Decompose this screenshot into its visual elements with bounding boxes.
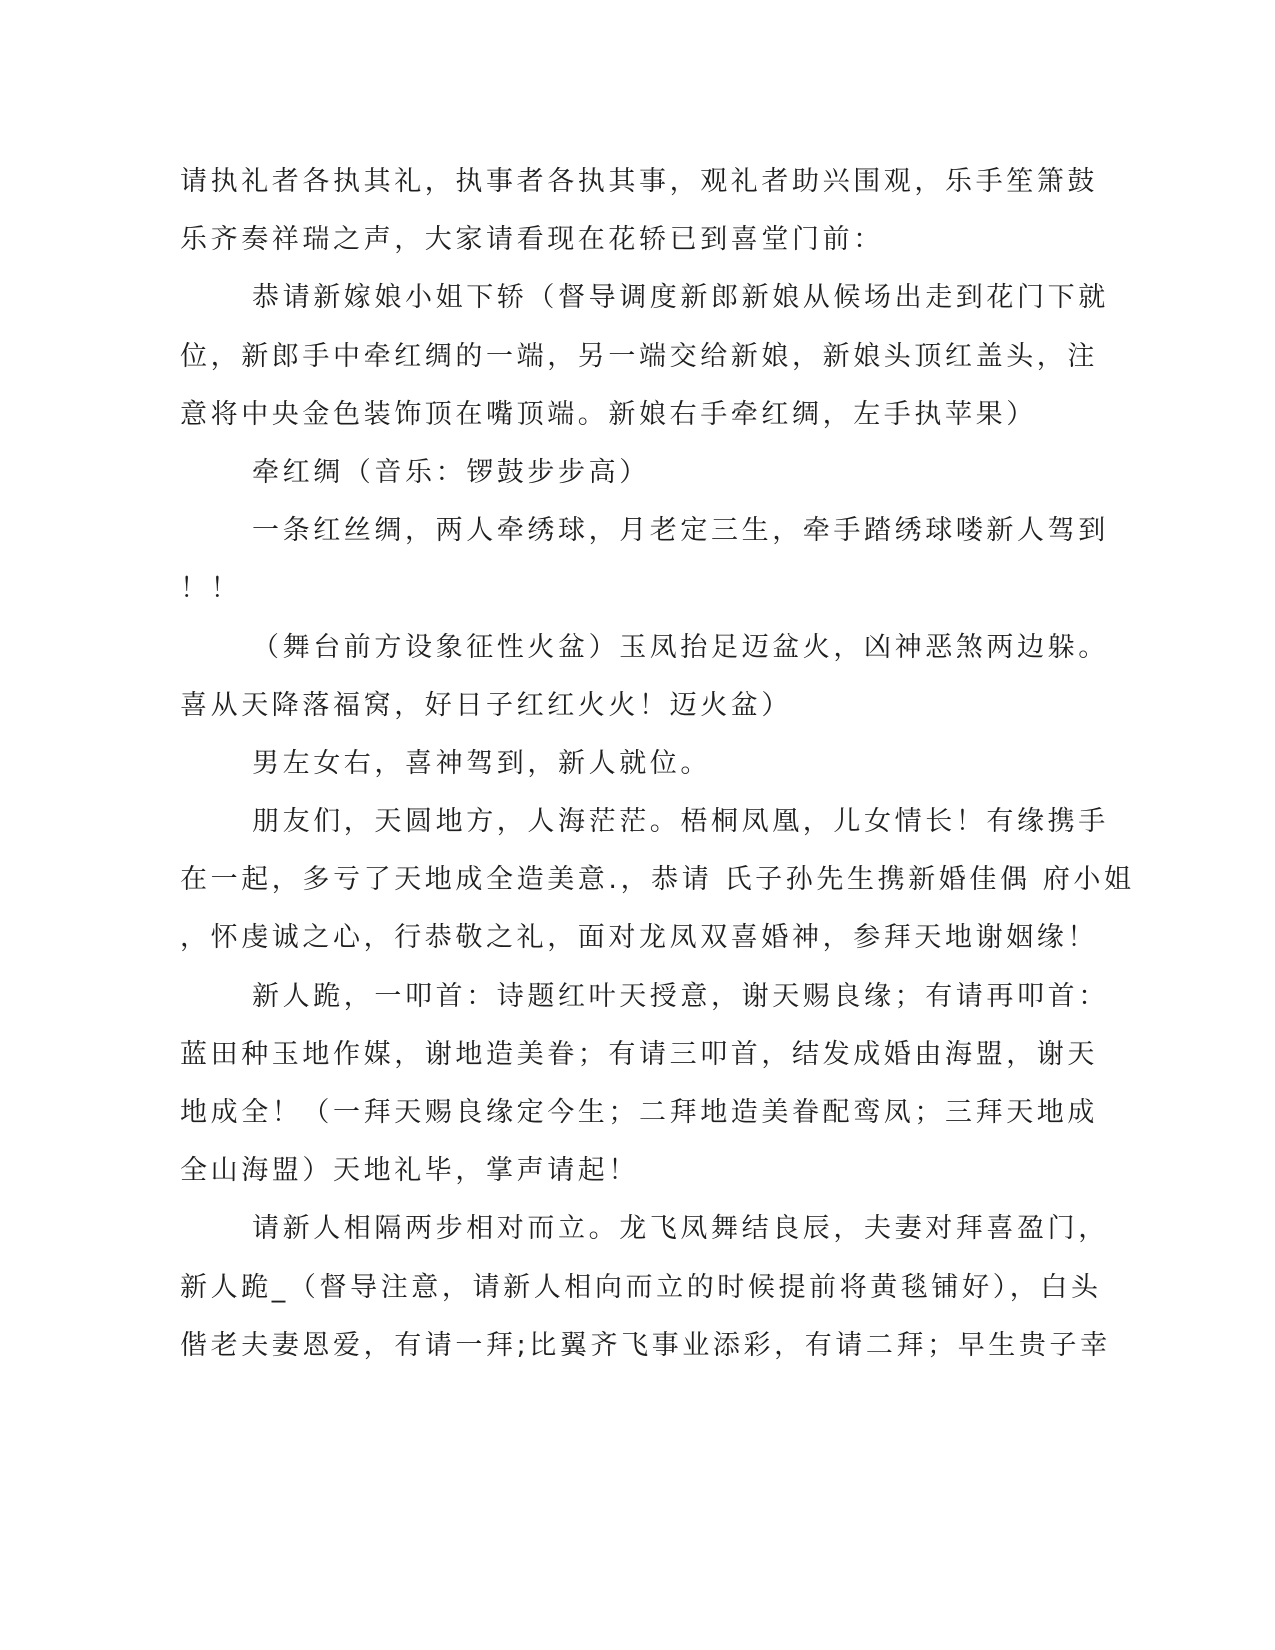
text-line: 男左女右，喜神驾到，新人就位。	[252, 747, 711, 779]
text-line: 朋友们，天圆地方，人海茫茫。梧桐凤凰，儿女情长！有缘携手	[252, 806, 1109, 838]
text-line: 请新人相隔两步相对而立。龙飞凤舞结良辰，夫妻对拜喜盈门，	[252, 1213, 1109, 1245]
text-line: 牵红绸（音乐：锣鼓步步高）	[252, 456, 650, 488]
text-line: 位，新郎手中牵红绸的一端，另一端交给新娘，新娘头顶红盖头，注	[180, 340, 1098, 372]
text-line: 请执礼者各执其礼，执事者各执其事，观礼者助兴围观，乐手笙箫鼓	[180, 166, 1098, 197]
text-line: 恭请新嫁娘小姐下轿（督导调度新郎新娘从候场出走到花门下就	[252, 282, 1109, 314]
text-line: 喜从天降落福窝，好日子红红火火！迈火盆）	[180, 689, 792, 721]
text-line: 偕老夫妻恩爱，有请一拜;比翼齐飞事业添彩，有请二拜；早生贵子幸	[180, 1329, 1111, 1361]
document-body	[180, 153, 1135, 1375]
text-line: 意将中央金色装饰顶在嘴顶端。新娘右手牵红绸，左手执苹果）	[180, 398, 1037, 430]
text-line: 在一起，多亏了天地成全造美意.，恭请 氏子孙先生携新婚佳偶 府小姐	[180, 864, 1135, 896]
text-line: 全山海盟）天地礼毕，掌声请起！	[180, 1155, 639, 1187]
text-line: 新人跪_（督导注意，请新人相向而立的时候提前将黄毯铺好），白头	[180, 1271, 1102, 1303]
text-line: ，怀虔诚之心，行恭敬之礼，面对龙凤双喜婚神，参拜天地谢姻缘！	[180, 922, 1098, 954]
text-line: 乐齐奏祥瑞之声，大家请看现在花轿已到喜堂门前：	[180, 224, 884, 256]
text-line: ！！	[180, 573, 242, 605]
text-line: 蓝田种玉地作媒，谢地造美眷；有请三叩首，结发成婚由海盟，谢天	[180, 1038, 1098, 1070]
text-line: 地成全！（一拜天赐良缘定今生；二拜地造美眷配鸾凤；三拜天地成	[180, 1097, 1098, 1128]
text-line: 新人跪，一叩首：诗题红叶天授意，谢天赐良缘；有请再叩首：	[252, 980, 1109, 1012]
text-line: （舞台前方设象征性火盆）玉凤抬足迈盆火，凶神恶煞两边躲。	[252, 631, 1109, 663]
text-line: 一条红丝绸，两人牵绣球，月老定三生，牵手踏绣球喽新人驾到	[252, 515, 1109, 547]
